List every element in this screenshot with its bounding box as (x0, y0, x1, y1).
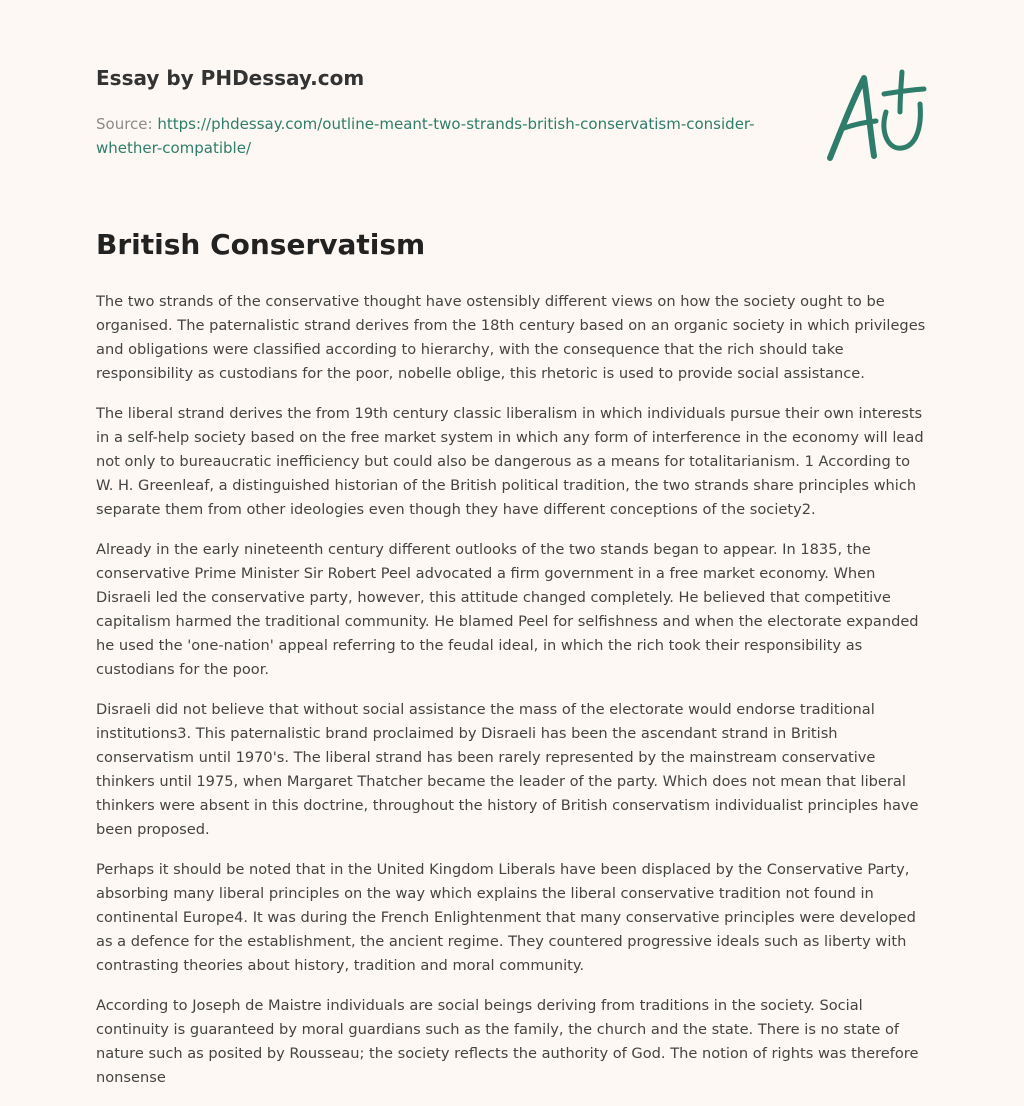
logo-letter-a-stroke (830, 78, 874, 158)
essay-paragraph: According to Joseph de Maistre individuals are social beings deriving from traditions in the society. Social continuity is guaranteed by moral guardians such as the family, the church and the state. There is no state of nature such as posited by Rousseau; the society reflects the authority of God. The notion of rights was therefore nonsense (96, 997, 919, 1086)
source-link[interactable]: https://phdessay.com/outline-meant-two-strands-british-conservatism-consider-whether-compatible/ (96, 115, 755, 157)
essay-paragraph: The liberal strand derives the from 19th century classic liberalism in which individuals pursue their own interests in a self-help society based on the free market system in which any form of interference in the economy will lead not only to bureaucratic inefficiency but could also be dangerous as a means for totalitarianism. 1 According to W. H. Greenleaf, a distinguished historian of the British political tradition, the two strands share principles which separate them from other ideologies even though they have different conceptions of the society2. (96, 405, 924, 518)
essay-paragraph: Disraeli did not believe that without social assistance the mass of the electorate would endorse traditional institutions3. This paternalistic brand proclaimed by Disraeli has been the ascendant strand in British conservatism until 1970's. The liberal strand has been rarely represented by the mainstream conservative thinkers until 1975, when Margaret Thatcher became the leader of the party. Which does not mean that liberal thinkers were absent in this doctrine, throughout the history of British conservatism individualist principles have been proposed. (96, 701, 919, 838)
essay-paragraph: Perhaps it should be noted that in the United Kingdom Liberals have been displaced by the Conservative Party, absorbing many liberal principles on the way which explains the liberal conservative tradition not found in continental Europe4. It was during the French Enlightenment that many conservative principles were developed as a defence for the establishment, the ancient regime. They countered progressive ideals such as liberty with contrasting theories about history, tradition and moral community. (96, 861, 916, 974)
source-line (96, 112, 776, 160)
site-title: Essay by PHDessay.com (96, 66, 365, 90)
source-label: Source: (96, 115, 158, 133)
a-plus-grade-logo-icon (818, 66, 930, 166)
essay-paragraph: Already in the early nineteenth century different outlooks of the two stands began to appear. In 1835, the conservative Prime Minister Sir Robert Peel advocated a firm government in a free market economy. When Disraeli led the conservative party, however, this attitude changed completely. He believed that competitive capitalism harmed the traditional community. He blamed Peel for selfishness and when the electorate expanded he used the 'one-nation' appeal referring to the feudal ideal, in which the rich took their responsibility as custodians for the poor. (96, 541, 919, 678)
essay-content (96, 226, 928, 1106)
essay-paragraph: The two strands of the conservative thought have ostensibly different views on how the society ought to be organised. The paternalistic strand derives from the 18th century based on an organic society in which privileges and obligations were classified according to hierarchy, with the consequence that the rich should take responsibility as custodians for the poor, nobelle oblige, this rhetoric is used to provide social assistance. (96, 293, 926, 382)
page-header (96, 64, 796, 160)
logo-plus-horizontal (884, 89, 924, 94)
essay-title: British Conservatism (96, 228, 426, 261)
